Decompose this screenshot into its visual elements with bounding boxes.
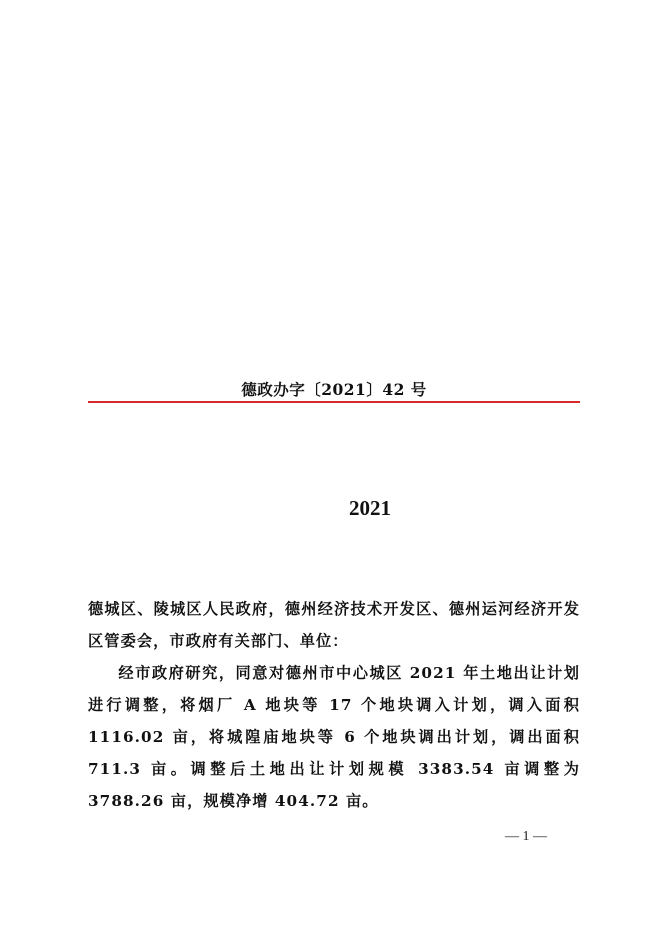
body-paragraph: 经市政府研究，同意对德州市中心城区 2021 年土地出让计划进行调整，将烟厂 A 地块等 17 个地块调入计划，调入面积 1116.02 亩，将城隍庙地块等 6 个地块调出计划，调出面积 711.3 亩。调整后土地出让计划规模 3383.54 亩调整为 3788.26 亩，规模净增 404.72 亩。 (88, 664, 580, 810)
red-separator-line (88, 401, 580, 403)
document-number: 德政办字〔2021〕42 号 (241, 380, 427, 399)
addressee-line: 德城区、陵城区人民政府，德州经济技术开发区、德州运河经济开发区管委会，市政府有关部门、单位： (88, 600, 580, 650)
document-body (88, 593, 580, 817)
document-title: 2021 (349, 496, 391, 520)
page-number: — 1 — (505, 829, 547, 844)
